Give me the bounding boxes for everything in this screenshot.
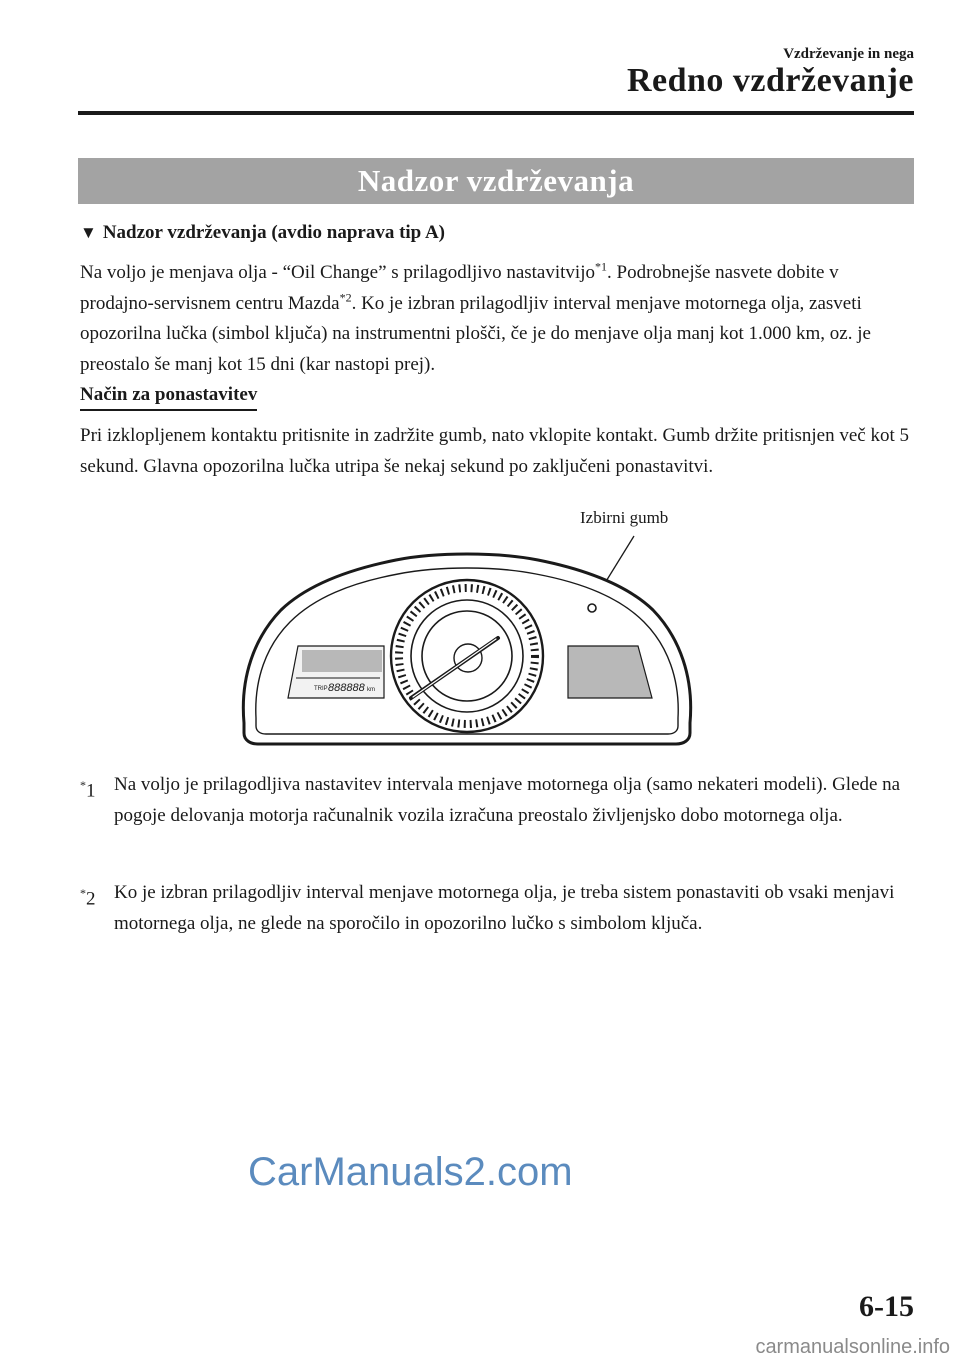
- odometer-readout: 888888: [328, 682, 365, 694]
- header-rule: [78, 111, 914, 115]
- footnote-2-text: Ko je izbran prilagodljiv interval menjave motornega olja, je treba sistem ponastaviti ob vsaki menjavi motornega olja, ne glede na sporočilo in opozorilno lučko s simbolom ključa.: [114, 882, 895, 934]
- footnote-1-mark: [80, 770, 96, 807]
- odometer-unit: km: [367, 687, 375, 693]
- footnote-2-mark: [80, 878, 96, 915]
- right-display: [568, 646, 652, 698]
- site-watermark: carmanualsonline.info: [755, 1336, 950, 1358]
- instrument-cluster-figure: [236, 528, 698, 760]
- footnote-2-number: 2: [86, 888, 96, 910]
- footnote-1-asterisk: *: [80, 778, 86, 792]
- figure-callout-label: Izbirni gumb: [580, 508, 669, 527]
- footnote-ref-1: *1: [595, 259, 607, 274]
- footnote-1: [80, 770, 915, 831]
- intro-text-1: Na voljo je menjava olja - “Oil Change” s prilagodljivo nastavitvijo: [80, 262, 595, 283]
- carmanuals-watermark: CarManuals2.com: [248, 1150, 573, 1194]
- left-display-band: [302, 650, 382, 672]
- section-title-bar: Nadzor vzdrževanja: [78, 158, 914, 204]
- reset-method-title: Način za ponastavitev: [80, 384, 257, 411]
- page-number: 6-15: [859, 1290, 914, 1323]
- selector-button: [588, 604, 596, 612]
- footnote-2: [80, 878, 915, 939]
- footnote-ref-2: *2: [339, 290, 352, 305]
- subheading-text: Nadzor vzdrževanja (avdio naprava tip A): [102, 222, 445, 243]
- footnote-2-asterisk: *: [80, 886, 86, 900]
- reset-paragraph: Pri izklopljenem kontaktu pritisnite in zadržite gumb, nato vklopite kontakt. Gumb držite pritisnjen več kot 5 sekund. Glavna opozorilna lučka utripa še nekaj sekund po zaključeni ponastavitvi.: [80, 425, 909, 477]
- chapter-header: Vzdrževanje in nega: [783, 46, 914, 62]
- footnote-1-text: Na voljo je prilagodljiva nastavitev intervala menjave motornega olja (samo nekateri modeli). Glede na pogoje delovanja motorja računalnik vozila izračuna preostalo življenjsko dobo motornega olja.: [114, 774, 901, 826]
- footnote-1-number: 1: [86, 780, 96, 802]
- intro-paragraph: [80, 258, 915, 380]
- trip-label: TRIP: [314, 686, 328, 692]
- intro-text-3: . Ko je izbran prilagodljiv interval menjave motornega olja, zasveti opozorilna lučka (simbol ključa) na instrumentni plošči, če je do menjave olja manj kot 1.000 km, oz. je preostalo še manj kot 15 dni (kar nastopi prej).: [80, 292, 871, 375]
- triangle-bullet-icon: ▼: [80, 223, 97, 242]
- section-header: Redno vzdrževanje: [626, 62, 914, 99]
- subheading: [80, 222, 445, 244]
- intro-text-2: . Podrobnejše nasvete dobite v prodajno-servisnem centru Mazda: [80, 262, 839, 314]
